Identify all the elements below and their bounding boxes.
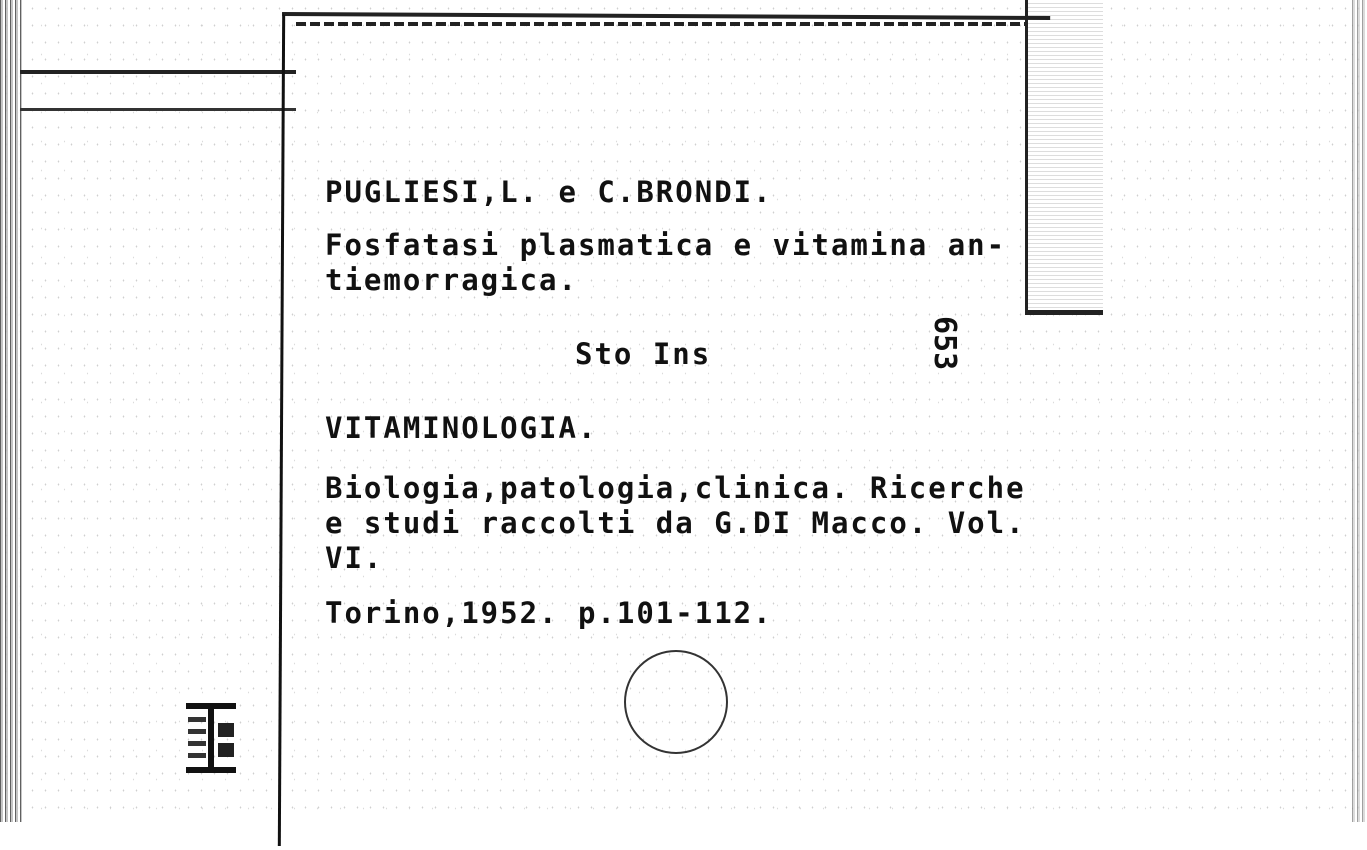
card-top-edge [296, 22, 1026, 26]
card-punch-hole [624, 650, 728, 754]
card-title-line-1: Fosfatasi plasmatica e vitamina an- [325, 228, 1007, 262]
background-card-edge [20, 70, 296, 111]
stamp-mark-icon [186, 703, 236, 773]
card-author: PUGLIESI,L. e C.BRONDI. [325, 175, 773, 209]
left-scan-edge [0, 0, 22, 822]
right-scan-edge [1350, 0, 1367, 822]
card-shelfmark: Sto Ins [575, 337, 712, 371]
card-series-line-3: VI. [325, 541, 384, 575]
card-series-title: VITAMINOLOGIA. [325, 411, 598, 445]
card-series-line-1: Biologia,patologia,clinica. Ricerche [325, 471, 1026, 505]
card-title-line-2: tiemorragica. [325, 263, 578, 297]
card-series-line-2: e studi raccolti da G.DI Macco. Vol. [325, 506, 1026, 540]
card-imprint: Torino,1952. p.101-112. [325, 596, 773, 630]
card-accession-number: 653 [927, 316, 962, 371]
